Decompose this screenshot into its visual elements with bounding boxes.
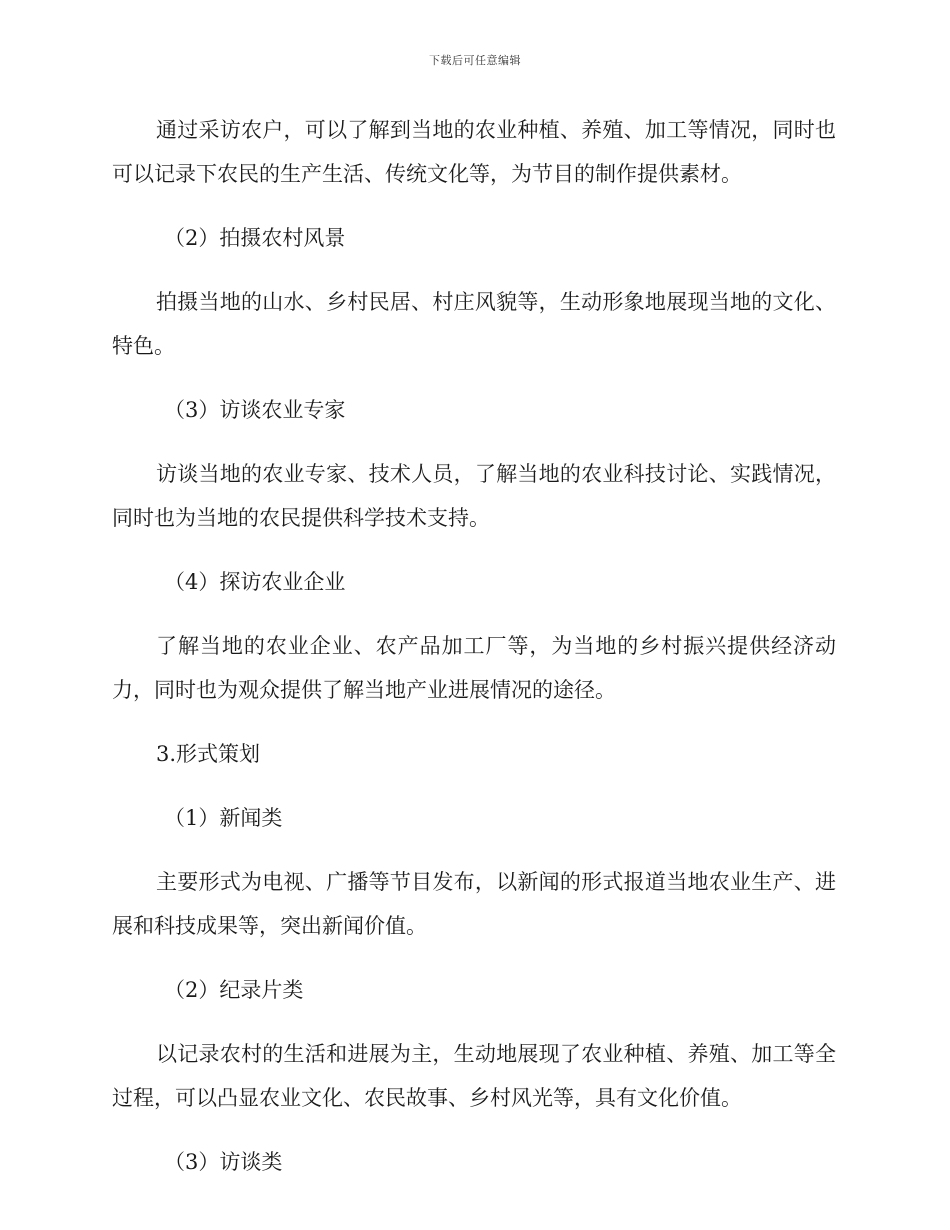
page-header: 下载后可任意编辑 [429,54,521,67]
paragraph-documentary: 以记录农村的生活和进展为主，生动地展现了农业种植、养殖、加工等全过程，可以凸显农业文化、农民故事、乡村风光等，具有文化价值。 [112,1042,836,1110]
section-heading-format-planning: 3.形式策划 [156,742,261,766]
paragraph-news: 主要形式为电视、广播等节目发布，以新闻的形式报道当地农业生产、进展和科技成果等，突出新闻价值。 [112,870,836,938]
paragraph-agri-enterprises: 了解当地的农业企业、农产品加工厂等，为当地的乡村振兴提供经济动力，同时也为观众提供了解当地产业进展情况的途径。 [112,634,836,702]
subheading-news: （1）新闻类 [164,806,283,830]
subheading-interview: （3）访谈类 [164,1150,283,1174]
paragraph-rural-scenery: 拍摄当地的山水、乡村民居、村庄风貌等，生动形象地展现当地的文化、特色。 [112,290,836,358]
paragraph-agri-experts: 访谈当地的农业专家、技术人员，了解当地的农业科技讨论、实践情况，同时也为当地的农民提供科学技术支持。 [112,462,836,530]
subheading-agri-experts: （3）访谈农业专家 [164,398,346,422]
subheading-rural-scenery: （2）拍摄农村风景 [164,226,346,250]
subheading-agri-enterprises: （4）探访农业企业 [164,570,346,594]
subheading-documentary: （2）纪录片类 [164,978,304,1002]
document-body [112,108,836,1204]
paragraph-interview-farmers: 通过采访农户，可以了解到当地的农业种植、养殖、加工等情况，同时也可以记录下农民的生产生活、传统文化等，为节目的制作提供素材。 [112,118,836,186]
